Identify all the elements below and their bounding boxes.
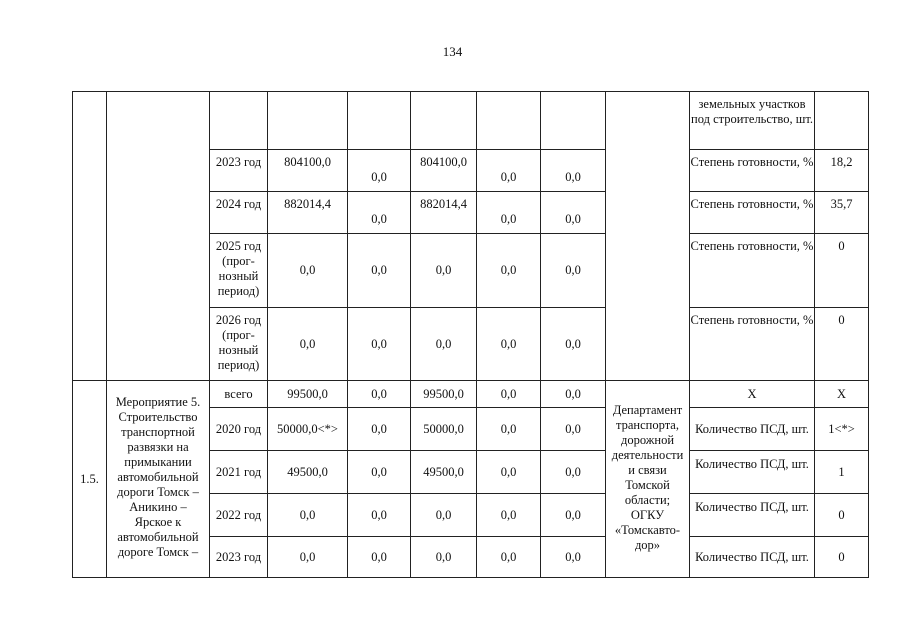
indicator-cell: Количество ПСД, шт. xyxy=(695,549,809,564)
external-cell: 0,0 xyxy=(565,549,581,564)
table-border-bottom xyxy=(72,577,869,578)
indicator-value-cell: 0 xyxy=(838,313,845,327)
regional-cell: 49500,0 xyxy=(423,464,464,479)
year-cell: 2025 год (прог-нозный период) xyxy=(215,239,262,298)
year-cell: 2026 год (прог-нозный период) xyxy=(215,313,262,372)
indicator-cell: Количество ПСД, шт. xyxy=(695,457,809,471)
total-cell: 50000,0<*> xyxy=(277,421,338,436)
regional-cell: 0,0 xyxy=(435,549,452,564)
local-cell: 0,0 xyxy=(500,549,517,564)
total-cell: 882014,4 xyxy=(284,197,331,211)
local-cell: 0,0 xyxy=(500,507,517,522)
indicator-cell: Количество ПСД, шт. xyxy=(695,500,809,514)
federal-cell: 0,0 xyxy=(371,263,387,277)
year-cell: всего xyxy=(224,386,253,401)
external-cell: 0,0 xyxy=(565,421,581,436)
regional-cell: 50000,0 xyxy=(423,421,464,436)
external-cell: 0,0 xyxy=(565,170,581,184)
year-cell: 2021 год xyxy=(215,464,262,479)
year-cell: 2020 год xyxy=(215,421,262,436)
indicator-cell: X xyxy=(747,386,757,401)
regional-cell: 99500,0 xyxy=(423,386,464,401)
year-cell: 2024 год xyxy=(215,197,262,211)
item-number: 1.5. xyxy=(80,471,99,486)
external-cell: 0,0 xyxy=(565,212,581,226)
indicator-value-cell: 18,2 xyxy=(830,155,853,169)
local-cell: 0,0 xyxy=(500,170,517,184)
indicator-cell: Степень готовности, % xyxy=(690,239,814,253)
total-cell: 0,0 xyxy=(299,549,316,564)
indicator-value-cell: 1 xyxy=(838,464,845,479)
regional-cell: 804100,0 xyxy=(420,155,467,169)
federal-cell: 0,0 xyxy=(371,336,387,351)
indicator-cell: Степень готовности, % xyxy=(690,155,814,169)
total-cell: 99500,0 xyxy=(287,386,328,401)
federal-cell: 0,0 xyxy=(371,386,387,401)
year-cell: 2023 год xyxy=(215,549,262,564)
indicator-value-cell: 35,7 xyxy=(830,197,853,211)
year-cell: 2023 год xyxy=(215,155,262,169)
federal-cell: 0,0 xyxy=(371,170,387,184)
regional-cell: 0,0 xyxy=(435,507,452,522)
regional-cell: 882014,4 xyxy=(420,197,467,211)
federal-cell: 0,0 xyxy=(371,212,387,226)
total-cell: 0,0 xyxy=(299,336,316,351)
local-cell: 0,0 xyxy=(500,421,517,436)
table-border-right xyxy=(868,91,869,578)
federal-cell: 0,0 xyxy=(371,549,387,564)
year-cell: 2022 год xyxy=(215,507,262,522)
indicator-cell: Степень готовности, % xyxy=(690,313,814,327)
local-cell: 0,0 xyxy=(500,336,517,351)
local-cell: 0,0 xyxy=(500,464,517,479)
federal-cell: 0,0 xyxy=(371,421,387,436)
indicator-value-cell: 0 xyxy=(838,507,845,522)
local-cell: 0,0 xyxy=(500,386,517,401)
executor: Департамент транспорта, дорожной деятельности и связи Томской области; ОГКУ «Томскавто-дор» xyxy=(611,403,684,552)
indicator-cell: Количество ПСД, шт. xyxy=(695,421,809,436)
total-cell: 0,0 xyxy=(299,263,316,277)
indicator-value-cell: X xyxy=(836,386,847,401)
federal-cell: 0,0 xyxy=(371,464,387,479)
regional-cell: 0,0 xyxy=(435,336,452,351)
external-cell: 0,0 xyxy=(565,507,581,522)
page-number: 134 xyxy=(442,44,463,59)
external-cell: 0,0 xyxy=(565,464,581,479)
indicator-cell: земельных участков под строительство, шт. xyxy=(691,97,813,126)
total-cell: 0,0 xyxy=(299,507,316,522)
local-cell: 0,0 xyxy=(500,263,517,277)
external-cell: 0,0 xyxy=(565,336,581,351)
local-cell: 0,0 xyxy=(500,212,517,226)
external-cell: 0,0 xyxy=(565,263,581,277)
event-name: Мероприятие 5. Строительство транспортной развязки на примыкании автомобильной дороги Томск – Аникино – Ярское к автомобильной дороге Томск – xyxy=(115,395,201,559)
indicator-cell: Степень готовности, % xyxy=(690,197,814,211)
external-cell: 0,0 xyxy=(565,386,581,401)
total-cell: 49500,0 xyxy=(287,464,328,479)
indicator-value-cell: 1<*> xyxy=(828,421,855,436)
total-cell: 804100,0 xyxy=(284,155,331,169)
regional-cell: 0,0 xyxy=(435,263,452,277)
federal-cell: 0,0 xyxy=(371,507,387,522)
indicator-value-cell: 0 xyxy=(838,549,845,564)
indicator-value-cell: 0 xyxy=(838,239,845,253)
